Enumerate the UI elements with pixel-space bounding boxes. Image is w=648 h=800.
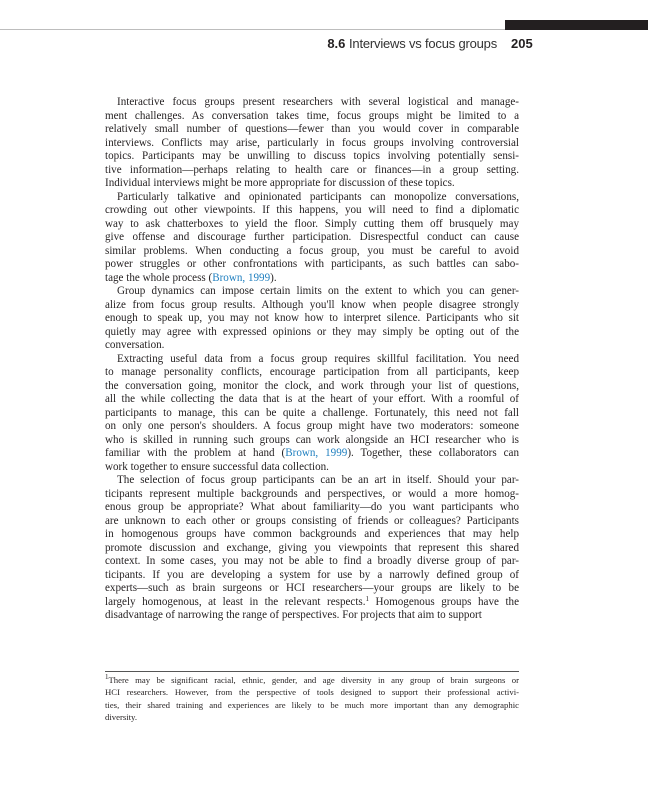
running-head <box>220 36 497 51</box>
text-line: ticipants represent multiple backgrounds and perspectives, or would a more homog- <box>105 487 519 500</box>
text-line: in homogenous groups have common backgrounds and experiences that may help <box>105 528 519 540</box>
text-segment: familiar with the problem at hand ( <box>105 447 286 459</box>
header-rule <box>0 29 505 30</box>
text-line: Group dynamics can impose certain limits on the extent to which you can gener- <box>117 285 519 297</box>
footnote-text: There may be significant racial, ethnic, gender, and age diversity in any group of brain surgeons or <box>108 675 519 685</box>
footnote-marker[interactable]: 1 <box>365 594 370 603</box>
text-line: all the while collecting the data that is at the heart of your effort. With a roomful of <box>105 393 519 405</box>
text-line: relatively small number of questions—fewer than you would cover in comparable <box>105 123 519 135</box>
text-line: experts—such as brain surgeons or HCI researchers—your groups are likely to be <box>105 582 519 594</box>
text-line: disadvantage of narrowing the range of perspectives. For projects that aim to support <box>105 609 482 621</box>
text-segment: ). Together, these collaborators can <box>347 447 520 459</box>
text-line: Extracting useful data from a focus group requires skillful facilitation. You need <box>117 352 519 365</box>
text-line: quietly may agree with expressed opinions or they may simply be opting out of the <box>105 325 519 338</box>
footnote-line <box>105 699 519 711</box>
paragraph <box>105 96 519 191</box>
citation-link[interactable]: Brown, 1999 <box>285 447 348 459</box>
text-line: context. In some cases, you may not be able to find a broadly diverse group of par- <box>105 555 519 567</box>
section-number: 8.6 <box>327 36 346 51</box>
footnote-text: ties, their shared training and experiences are likely to be much more important than any demographic <box>105 699 519 710</box>
page-number: 205 <box>511 36 533 51</box>
footnote-line <box>105 711 519 723</box>
footnote-text: HCI researchers. However, from the perspective of tools designed to support their professional activi- <box>105 687 519 698</box>
text-line <box>105 447 519 461</box>
footnote-text: diversity. <box>105 711 138 722</box>
text-line: participants to manage, this can be quite a challenge. Fortunately, this need not fall <box>105 406 519 419</box>
text-line: topics. Participants may be unwilling to discuss topics involving potentially sensi- <box>105 150 519 162</box>
text-line: are unknown to each other or groups consisting of friends or colleagues? Participants <box>105 514 519 527</box>
citation-link[interactable]: Brown, 1999 <box>212 271 271 284</box>
text-line: The selection of focus group participants can be an art in itself. Should your par- <box>117 474 519 486</box>
text-segment: tage the whole process ( <box>105 271 213 284</box>
text-line <box>105 596 519 610</box>
text-line: the conversation going, monitor the clock, and work through your list of questions, <box>105 379 519 392</box>
footnote-line <box>105 686 519 698</box>
text-line: alize from focus group results. Although you'll know when people disagree strongly <box>105 298 519 311</box>
text-line: ticipants. If you are developing a system for use by a narrowly defined group of <box>105 568 519 581</box>
text-line: similar problems. When conducting a focus group, you must be careful to avoid <box>105 244 519 257</box>
footnote-number: 1 <box>105 673 109 681</box>
text-line: tive information—perhaps relating to health care or finances—in a group setting. <box>105 163 519 176</box>
text-line: Individual interviews might be more appropriate for discussion of these topics. <box>105 177 455 189</box>
footnote-line <box>105 674 519 686</box>
text-line: Interactive focus groups present researchers with several logistical and manage- <box>117 96 519 108</box>
paragraph <box>105 353 519 475</box>
text-line: power struggles or other confrontations with participants, as such battles can sabo- <box>105 258 519 270</box>
text-segment: largely homogenous, at least in the relevant respects. <box>105 595 366 608</box>
text-line: way to ask chatterboxes to yield the floor. Simply cutting them off brusquely may <box>105 217 519 230</box>
footnote-rule <box>105 671 519 672</box>
paragraph <box>105 474 519 623</box>
text-line: work together to ensure successful data collection. <box>105 460 329 473</box>
text-line: crowding out other viewpoints. If this happens, you will need to find a diplomatic <box>105 204 519 216</box>
footnote <box>105 674 519 723</box>
text-line: conversation. <box>105 339 165 351</box>
text-line: interviews. Conflicts may arise, particularly in focus groups involving controversial <box>105 136 519 149</box>
body-text <box>105 96 519 623</box>
text-line: Particularly talkative and opinionated participants can monopolize conversations, <box>117 190 519 203</box>
paragraph <box>105 285 519 353</box>
text-line: promote discussion and exchange, giving you viewpoints that represent this shared <box>105 541 519 554</box>
text-line: enough to speak up, you may not know how to interpret silence. Participants who sit <box>105 312 519 324</box>
paragraph <box>105 191 519 286</box>
text-line <box>105 272 519 286</box>
text-line: ment challenges. As conversation takes time, focus groups might be limited to a <box>105 109 519 122</box>
text-line: on only one person's shoulders. A focus group might have two moderators: someone <box>105 420 519 432</box>
text-line: enous group be appropriate? What about familiarity—do you want participants who <box>105 501 519 513</box>
text-segment: ). <box>270 271 277 284</box>
text-line: to manage personality conflicts, encourage participation from all participants, keep <box>105 366 519 378</box>
text-segment: Homogenous groups have the <box>369 595 520 608</box>
section-title: Interviews vs focus groups <box>349 36 497 51</box>
header-bar <box>505 20 648 30</box>
text-line: give offense and discourage further participation. Disrespectful conduct can cause <box>105 231 519 243</box>
text-line: who is skilled in running such groups can work alongside an HCI researcher who is <box>105 433 519 446</box>
